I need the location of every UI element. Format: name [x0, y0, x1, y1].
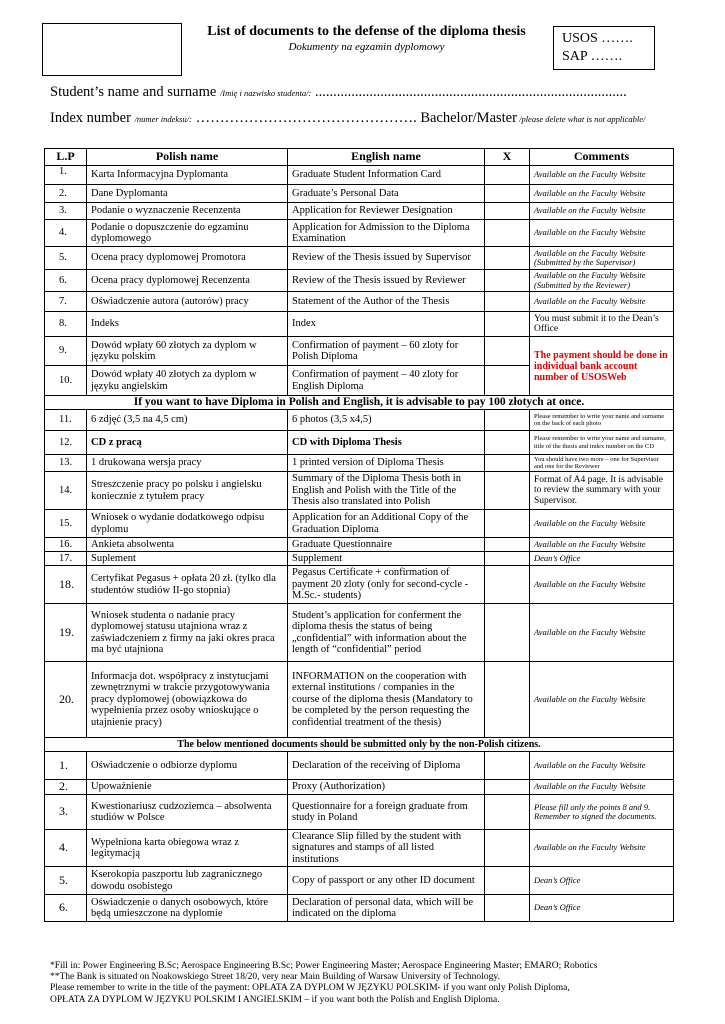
row-check[interactable] — [485, 431, 530, 455]
row-lp: 9. — [45, 337, 87, 366]
table-row — [45, 867, 674, 895]
row-comment: Available on the Faculty Website — [530, 662, 674, 738]
table-row — [45, 780, 674, 795]
row-english: Supplement — [288, 552, 485, 566]
row-english: Student’s application for conferment the diploma thesis the status of being „confidential” with information about the length of “confidential” period — [288, 604, 485, 662]
row-english: Review of the Thesis issued by Supervisor — [288, 247, 485, 270]
degree-hint: /please delete what is not applicable/ — [516, 114, 646, 124]
row-comment: Available on the Faculty Website — [530, 752, 674, 780]
row-english: INFORMATION on the cooperation with external institutions / companies in the course of the diploma thesis (Mandatory to be completed by the person requesting the confidential treatment of the thesis) — [288, 662, 485, 738]
table-row — [45, 752, 674, 780]
table-row — [45, 203, 674, 220]
row-comment: You should have two more – one for Supervisor and one for the Reviewer — [530, 455, 674, 472]
header-comments: Comments — [530, 149, 674, 166]
index-label: Index number — [50, 110, 131, 126]
system-box — [553, 26, 655, 70]
row-comment: Available on the Faculty Website — [530, 220, 674, 247]
row-lp: 8. — [45, 312, 87, 337]
table-row — [45, 166, 674, 185]
row-comment: Available on the Faculty Website (Submitted by the Supervisor) — [530, 247, 674, 270]
photo-box — [42, 23, 182, 76]
index-dots: ………………………………………. — [191, 110, 417, 126]
row-lp: 11. — [45, 410, 87, 431]
row-check[interactable] — [485, 604, 530, 662]
row-check[interactable] — [485, 270, 530, 292]
row-lp: 15. — [45, 510, 87, 538]
row-check[interactable] — [485, 247, 530, 270]
row-check[interactable] — [485, 895, 530, 922]
row-comment: Dean’s Office — [530, 895, 674, 922]
table-row — [45, 455, 674, 472]
row-english: Application for an Additional Copy of the Graduation Diploma — [288, 510, 485, 538]
row-comment: Format of A4 page. It is advisable to review the summary with your Supervisor. — [530, 472, 674, 510]
row-lp: 13. — [45, 455, 87, 472]
row-lp: 4. — [45, 220, 87, 247]
row-check[interactable] — [485, 337, 530, 366]
row-lp: 6. — [45, 895, 87, 922]
header-x: X — [485, 149, 530, 166]
page-subtitle: Dokumenty na egzamin dyplomowy — [288, 41, 445, 53]
table-row — [45, 472, 674, 510]
row-english: Graduate’s Personal Data — [288, 185, 485, 203]
row-check[interactable] — [485, 795, 530, 830]
row-lp: 14. — [45, 472, 87, 510]
usos-field: USOS ……. — [562, 31, 633, 46]
table-row — [45, 247, 674, 270]
row-english: Statement of the Author of the Thesis — [288, 292, 485, 312]
row-lp: 19. — [45, 604, 87, 662]
row-lp: 3. — [45, 203, 87, 220]
row-check[interactable] — [485, 166, 530, 185]
row-lp: 10. — [45, 366, 87, 396]
row-comment: You must submit it to the Dean’s Office — [530, 312, 674, 337]
table-row — [45, 312, 674, 337]
row-polish: CD z pracą — [87, 431, 288, 455]
row-check[interactable] — [485, 510, 530, 538]
row-english: Application for Reviewer Designation — [288, 203, 485, 220]
footer-line: *Fill in: Power Engineering B.Sc; Aerospace Engineering B.Sc; Power Engineering Master; Aerospace Engineering Master; EMARO; Robotics — [50, 961, 598, 971]
row-lp: 5. — [45, 247, 87, 270]
row-polish: Oświadczenie o danych osobowych, które będą umieszczone na dyplomie — [87, 895, 288, 922]
row-english: Declaration of personal data, which will be indicated on the diploma — [288, 895, 485, 922]
documents-table — [44, 148, 674, 922]
row-polish: Dowód wpłaty 60 złotych za dyplom w języku polskim — [87, 337, 288, 366]
row-check[interactable] — [485, 312, 530, 337]
row-lp: 4. — [45, 830, 87, 867]
row-check[interactable] — [485, 185, 530, 203]
row-comment: Available on the Faculty Website — [530, 203, 674, 220]
row-lp: 20. — [45, 662, 87, 738]
row-polish: Oświadczenie autora (autorów) pracy — [87, 292, 288, 312]
table-header — [45, 149, 674, 166]
row-comment: Please remember to write your name and surname, title of the thesis and index number on the CD — [530, 431, 674, 455]
row-check[interactable] — [485, 566, 530, 604]
row-english: Index — [288, 312, 485, 337]
table-row — [45, 895, 674, 922]
table-row — [45, 552, 674, 566]
row-check[interactable] — [485, 203, 530, 220]
row-english: Graduate Student Information Card — [288, 166, 485, 185]
row-polish: Wniosek studenta o nadanie pracy dyplomowej statusu utajniona wraz z zaświadczeniem z firmy na jaki okres praca ma być utajniona — [87, 604, 288, 662]
foreigners-banner: The below mentioned documents should be submitted only by the non-Polish citizens. — [45, 738, 674, 752]
row-lp: 16. — [45, 538, 87, 552]
row-comment: Dean’s Office — [530, 552, 674, 566]
table-row — [45, 538, 674, 552]
row-polish: Certyfikat Pegasus + opłata 20 zł. (tylko dla studentów studiów II-go stopnia) — [87, 566, 288, 604]
footer-line: Please remember to write in the title of the payment: OPŁATA ZA DYPLOM W JĘZYKU POLSKIM- if you want only Polish Diploma, — [50, 983, 570, 994]
table-row — [45, 662, 674, 738]
table-row — [45, 795, 674, 830]
row-polish: 1 drukowana wersja pracy — [87, 455, 288, 472]
row-polish: Ankieta absolwenta — [87, 538, 288, 552]
row-comment: Available on the Faculty Website — [530, 538, 674, 552]
row-english: Confirmation of payment – 40 zloty for English Diploma — [288, 366, 485, 396]
row-check[interactable] — [485, 538, 530, 552]
row-polish: Informacja dot. współpracy z instytucjami zewnętrznymi w trakcie przygotowywania pracy dyplomowej (obowiązkowa do wypełnienia przez osoby wnioskujące o utajnienie pracy) — [87, 662, 288, 738]
row-english: Summary of the Diploma Thesis both in English and Polish with the Title of the Thesis also translated into Polish — [288, 472, 485, 510]
row-polish: Kserokopia paszportu lub zagranicznego dowodu osobistego — [87, 867, 288, 895]
row-comment: Available on the Faculty Website (Submitted by the Reviewer) — [530, 270, 674, 292]
row-english: Confirmation of payment – 60 zloty for Polish Diploma — [288, 337, 485, 366]
row-english: Declaration of the receiving of Diploma — [288, 752, 485, 780]
row-comment: Available on the Faculty Website — [530, 292, 674, 312]
bilingual-banner: If you want to have Diploma in Polish and English, it is advisable to pay 100 złotych at once. — [45, 396, 674, 410]
page-title: List of documents to the defense of the diploma thesis — [207, 24, 526, 39]
row-check[interactable] — [485, 472, 530, 510]
row-lp: 12. — [45, 431, 87, 455]
row-polish: Upoważnienie — [87, 780, 288, 795]
table-row — [45, 604, 674, 662]
row-check[interactable] — [485, 752, 530, 780]
row-lp: 18. — [45, 566, 87, 604]
row-polish: Podanie o dopuszczenie do egzaminu dyplomowego — [87, 220, 288, 247]
row-polish: 6 zdjęć (3,5 na 4,5 cm) — [87, 410, 288, 431]
footer-line: **The Bank is situated on Noakowskiego Street 18/20, very near Main Building of Warsaw University of Technology. — [50, 972, 500, 983]
row-polish: Streszczenie pracy po polsku i angielsku koniecznie z tytułem pracy — [87, 472, 288, 510]
row-comment: Available on the Faculty Website — [530, 780, 674, 795]
row-polish: Wniosek o wydanie dodatkowego odpisu dyplomu — [87, 510, 288, 538]
row-polish: Indeks — [87, 312, 288, 337]
table-row — [45, 410, 674, 431]
row-lp: 6. — [45, 270, 87, 292]
row-polish: Karta Informacyjna Dyplomanta — [87, 166, 288, 185]
payment-note: The payment should be done in individual bank account number of USOSWeb — [530, 337, 674, 396]
footer-line: OPŁATA ZA DYPLOM W JĘZYKU POLSKIM I ANGIELSKIM – if you want both the Polish and English Diploma. — [50, 994, 500, 1005]
index-hint: /numer indeksu/: — [134, 114, 192, 124]
row-english: Proxy (Authorization) — [288, 780, 485, 795]
row-lp: 2. — [45, 185, 87, 203]
row-polish: Ocena pracy dyplomowej Recenzenta — [87, 270, 288, 292]
header-lp: L.P — [45, 149, 87, 166]
table-row — [45, 270, 674, 292]
row-comment: Available on the Faculty Website — [530, 830, 674, 867]
row-english: Clearance Slip filled by the student with signatures and stamps of all listed institutions — [288, 830, 485, 867]
row-lp: 2. — [45, 780, 87, 795]
row-check[interactable] — [485, 220, 530, 247]
row-check[interactable] — [485, 780, 530, 795]
row-english: Graduate Questionnaire — [288, 538, 485, 552]
row-comment: Available on the Faculty Website — [530, 166, 674, 185]
row-english: Pegasus Certificate + confirmation of payment 20 zloty (only for second-cycle - M.Sc.- students) — [288, 566, 485, 604]
table-row — [45, 510, 674, 538]
header-english: English name — [288, 149, 485, 166]
row-lp: 7. — [45, 292, 87, 312]
row-english: Review of the Thesis issued by Reviewer — [288, 270, 485, 292]
row-check[interactable] — [485, 552, 530, 566]
row-check[interactable] — [485, 662, 530, 738]
table-row — [45, 185, 674, 203]
degree-label: Bachelor/Master — [416, 110, 517, 126]
name-dots: ...................................................................................... — [311, 84, 627, 100]
row-lp: 3. — [45, 795, 87, 830]
sap-field: SAP ……. — [562, 49, 623, 64]
row-lp: 1. — [45, 166, 87, 185]
row-english: CD with Diploma Thesis — [288, 431, 485, 455]
table-row — [45, 830, 674, 867]
table-row — [45, 431, 674, 455]
index-field — [50, 110, 645, 127]
row-check[interactable] — [485, 830, 530, 867]
row-check[interactable] — [485, 455, 530, 472]
row-english: 6 photos (3,5 x4,5) — [288, 410, 485, 431]
row-polish: Podanie o wyznaczenie Recenzenta — [87, 203, 288, 220]
row-lp: 1. — [45, 752, 87, 780]
footer-notes — [50, 961, 690, 1006]
row-polish: Oświadczenie o odbiorze dyplomu — [87, 752, 288, 780]
row-comment: Please fill only the points 8 and 9. Remember to signed the documents. — [530, 795, 674, 830]
header-polish: Polish name — [87, 149, 288, 166]
name-hint: /Imię i nazwisko studenta/: — [219, 88, 312, 98]
row-english: Questionnaire for a foreign graduate from study in Poland — [288, 795, 485, 830]
row-english: 1 printed version of Diploma Thesis — [288, 455, 485, 472]
row-comment: Please remember to write your name and surname on the back of each photo — [530, 410, 674, 431]
row-comment: Available on the Faculty Website — [530, 566, 674, 604]
row-english: Application for Admission to the Diploma Examination — [288, 220, 485, 247]
row-polish: Ocena pracy dyplomowej Promotora — [87, 247, 288, 270]
row-english: Copy of passport or any other ID document — [288, 867, 485, 895]
row-check[interactable] — [485, 366, 530, 396]
table-row — [45, 566, 674, 604]
row-polish: Dane Dyplomanta — [87, 185, 288, 203]
row-check[interactable] — [485, 292, 530, 312]
banner-row — [45, 738, 674, 752]
row-polish: Suplement — [87, 552, 288, 566]
banner-row — [45, 396, 674, 410]
name-label: Student’s name and surname — [50, 84, 217, 100]
row-comment: Dean’s Office — [530, 867, 674, 895]
table-row — [45, 220, 674, 247]
name-field — [50, 84, 627, 101]
row-polish: Dowód wpłaty 40 złotych za dyplom w języku angielskim — [87, 366, 288, 396]
row-polish: Kwestionariusz cudzoziemca – absolwenta studiów w Polsce — [87, 795, 288, 830]
row-comment: Available on the Faculty Website — [530, 510, 674, 538]
row-comment: Available on the Faculty Website — [530, 185, 674, 203]
row-polish: Wypełniona karta obiegowa wraz z legitymacją — [87, 830, 288, 867]
row-lp: 5. — [45, 867, 87, 895]
row-check[interactable] — [485, 867, 530, 895]
table-row — [45, 337, 674, 366]
row-check[interactable] — [485, 410, 530, 431]
table-row — [45, 292, 674, 312]
row-lp: 17. — [45, 552, 87, 566]
row-comment: Available on the Faculty Website — [530, 604, 674, 662]
